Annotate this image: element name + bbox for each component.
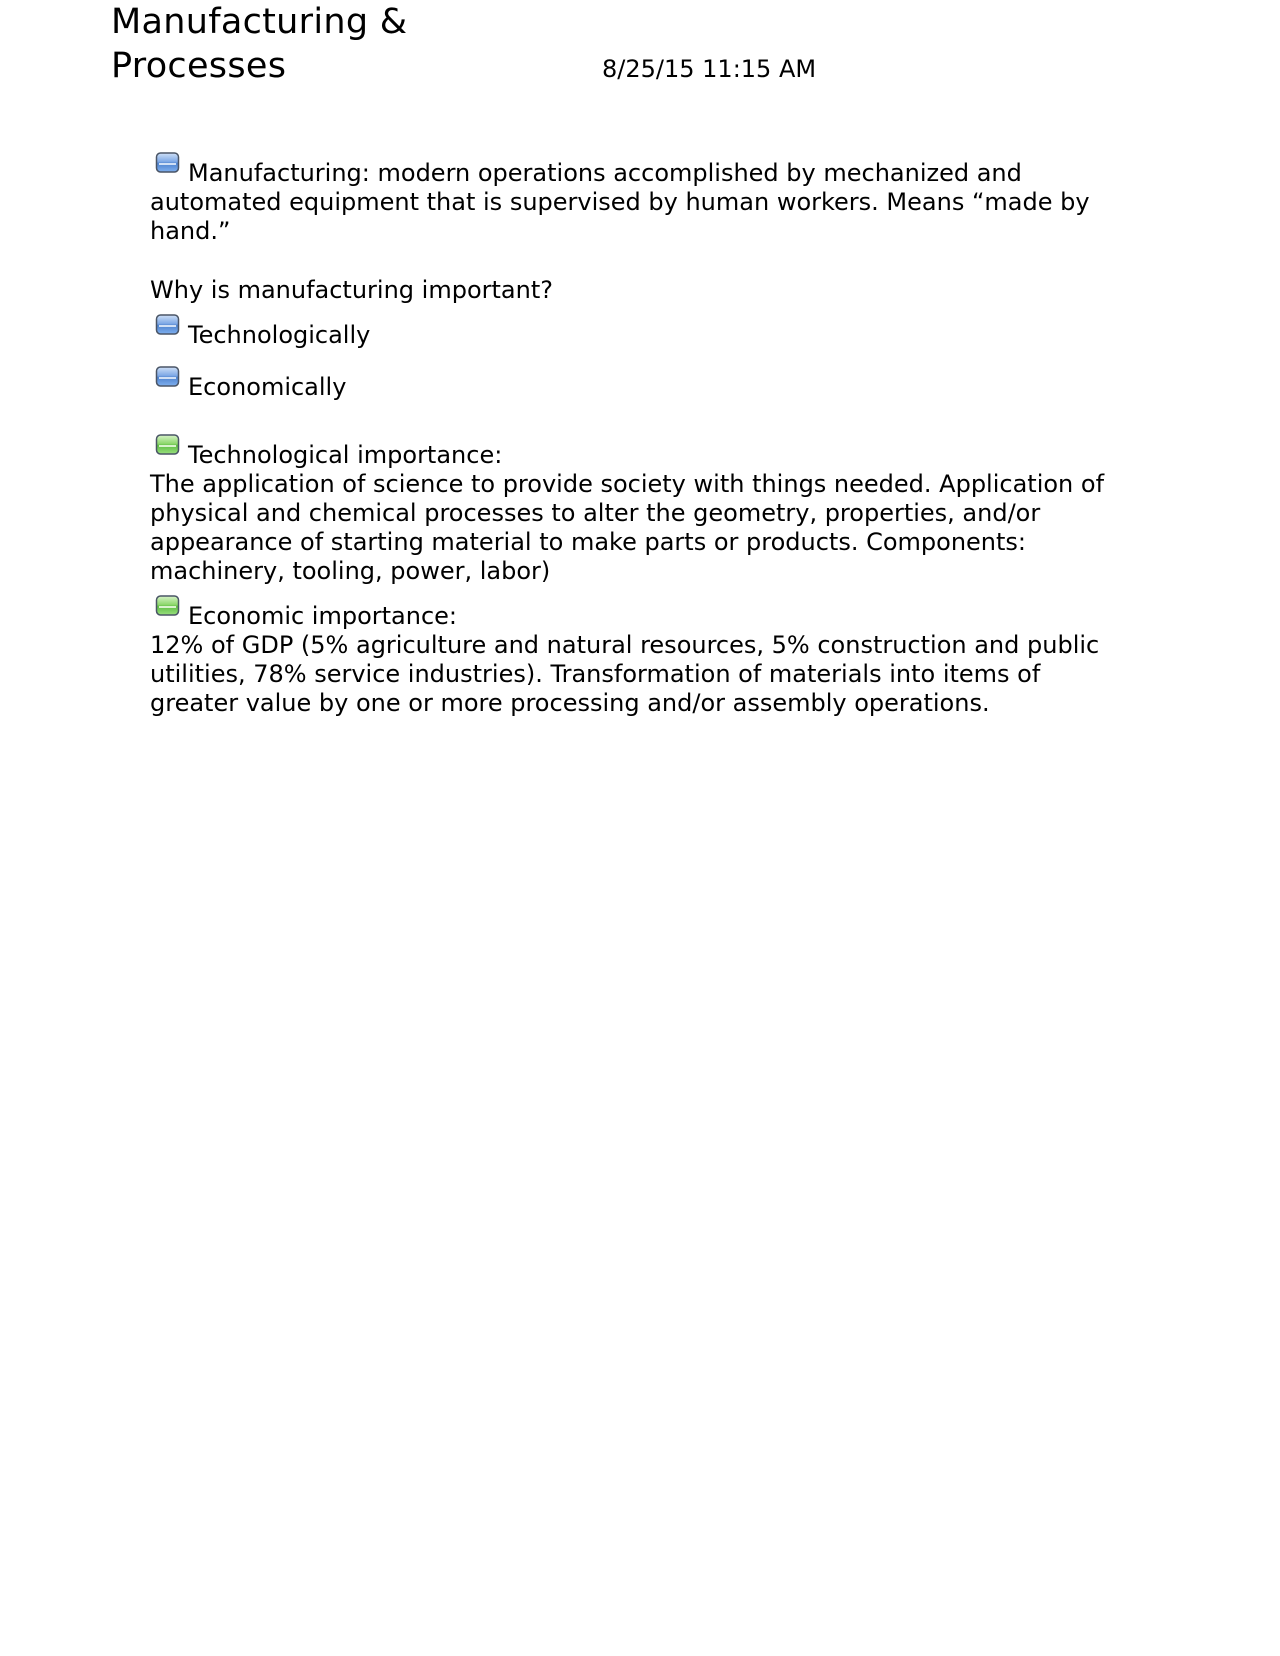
- econ-importance-heading: Economic importance:: [188, 602, 458, 630]
- list-item: [150, 312, 1130, 350]
- page-title: [111, 0, 407, 88]
- tech-importance-heading: Technological importance:: [188, 441, 503, 469]
- page-title-line-1: Manufacturing &: [111, 2, 408, 42]
- note-timestamp: 8/25/15 11:15 AM: [602, 55, 817, 83]
- tech-importance-item: [150, 432, 1130, 586]
- blue-bullet-icon: [155, 364, 181, 389]
- definition-text: Manufacturing: modern operations accomplished by mechanized and automated equipment that is supervised by human workers. Means “made by hand.”: [150, 159, 1090, 245]
- tech-importance-body: The application of science to provide society with things needed. Application of physical and chemical processes to alter the geometry, properties, and/or appearance of starting material to make parts or products. Components: machinery, tooling, power, labor): [150, 470, 1105, 585]
- green-bullet-icon: [155, 593, 181, 618]
- definition-item: [150, 150, 1130, 246]
- econ-importance-body: 12% of GDP (5% agriculture and natural resources, 5% construction and public utilities, 78% service industries). Transformation of materials into items of greater value by one or more processing and/or assembly operations.: [150, 631, 1100, 717]
- reason-economically: Economically: [188, 373, 347, 401]
- econ-importance-item: [150, 593, 1130, 718]
- list-item: [150, 364, 1130, 402]
- blue-bullet-icon: [155, 312, 181, 337]
- green-bullet-icon: [155, 432, 181, 457]
- reason-technologically: Technologically: [188, 321, 371, 349]
- page-title-line-2: Processes: [111, 46, 287, 86]
- question-text: Why is manufacturing important?: [150, 276, 553, 304]
- note-body: [150, 150, 1130, 718]
- blue-bullet-icon: [155, 150, 181, 175]
